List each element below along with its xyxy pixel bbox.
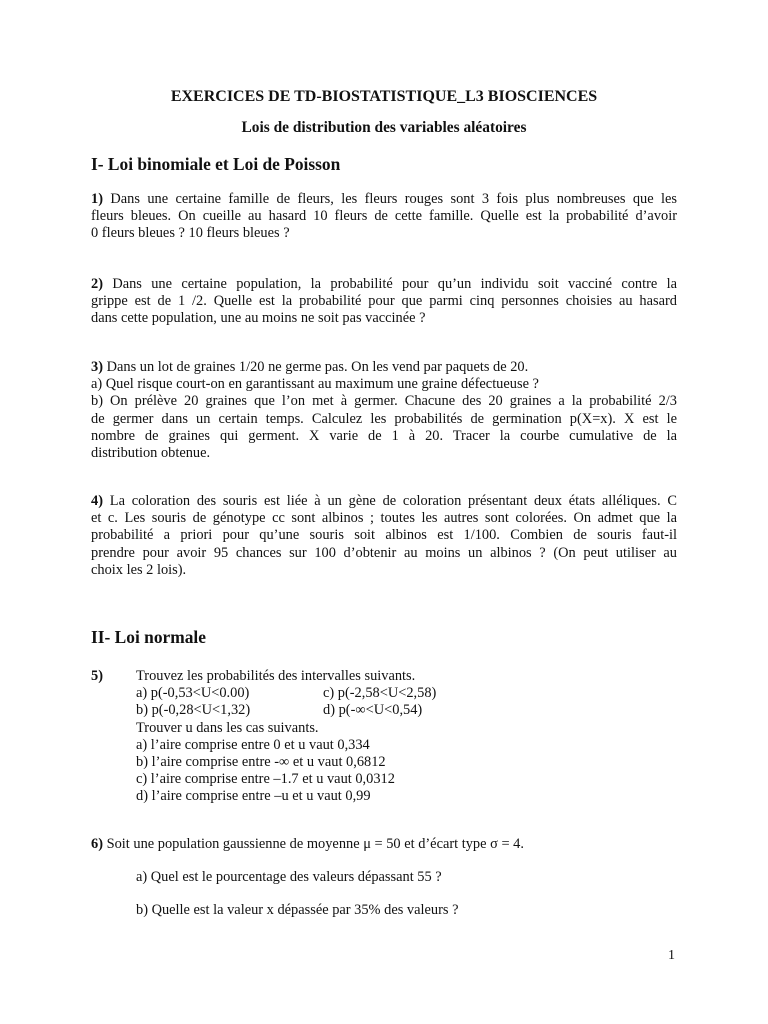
- exercise-line: La coloration des souris est liée à un gène de coloration présentant deux états alléliques. C: [109, 493, 677, 509]
- exercise-line: b) On prélève 20 graines que l’on met à germer. Chacune des 20 graines a la probabilité 2/3: [91, 393, 677, 410]
- exercise-line: grippe est de 1 /2. Quelle est la probabilité pour que parmi cinq personnes choisies au hasard: [91, 293, 677, 310]
- area-item: b) l’aire comprise entre -∞ et u vaut 0,6812: [136, 754, 386, 771]
- exercise-line: fleurs bleues. On cueille au hasard 10 fleurs de cette famille. Quelle est la probabilité d’avoir: [91, 208, 677, 225]
- exercise-number: 4): [91, 493, 103, 509]
- exercise-number: 6): [91, 836, 103, 852]
- area-item: c) l’aire comprise entre –1.7 et u vaut 0,0312: [136, 771, 395, 788]
- exercise-line: 0 fleurs bleues ? 10 fleurs bleues ?: [91, 225, 290, 242]
- interval-item: a) p(-0,53<U<0.00): [136, 685, 250, 702]
- exercise-line: choix les 2 lois).: [91, 561, 187, 578]
- exercise-line: Soit une population gaussienne de moyenne μ = 50 et d’écart type σ = 4.: [106, 836, 524, 852]
- interval-item: b) p(-0,28<U<1,32): [136, 702, 251, 719]
- sub-question: b) Quelle est la valeur x dépassée par 35% des valeurs ?: [136, 902, 459, 919]
- exercise-line: Dans une certaine population, la probabilité pour qu’un individu soit vacciné contre la: [112, 276, 677, 292]
- exercise-number: 3): [91, 359, 103, 375]
- exercise-line: dans cette population, une au moins ne soit pas vaccinée ?: [91, 310, 426, 327]
- exercise-line: distribution obtenue.: [91, 445, 211, 462]
- interval-item: d) p(-∞<U<0,54): [323, 702, 423, 719]
- area-item: a) l’aire comprise entre 0 et u vaut 0,334: [136, 736, 370, 753]
- exercise-number: 5): [91, 668, 103, 684]
- section-heading-binomial-poisson: I- Loi binomiale et Loi de Poisson: [91, 154, 341, 174]
- exercise-line: probabilité a priori pour qu’une souris soit albinos est 1/100. Combien de souris faut-il: [91, 527, 677, 544]
- document-title: EXERCICES DE TD-BIOSTATISTIQUE_L3 BIOSCIENCES: [170, 88, 598, 105]
- exercise-line: et c. Les souris de génotype cc sont albinos ; toutes les autres sont colorées. On admet que la: [91, 510, 677, 527]
- exercise-1: [91, 191, 677, 243]
- exercise-intro: Trouver u dans les cas suivants.: [136, 719, 319, 736]
- exercise-5: [91, 668, 677, 806]
- sub-question: a) Quel est le pourcentage des valeurs dépassant 55 ?: [136, 869, 442, 886]
- area-item: d) l’aire comprise entre –u et u vaut 0,99: [136, 788, 371, 805]
- exercise-line: de germer dans un certain temps. Calculez les probabilités de germination p(X=x). X est le: [91, 410, 677, 427]
- exercise-line: prendre pour avoir 95 chances sur 100 d’obtenir au moins un albinos ? (On peut utiliser au: [91, 544, 677, 561]
- exercise-6: [91, 836, 677, 920]
- exercise-line: nombre de graines qui germent. X varie de 1 à 20. Tracer la courbe cumulative de la: [91, 427, 677, 444]
- exercise-intro: Trouvez les probabilités des intervalles suivants.: [136, 668, 416, 684]
- exercise-4: [91, 493, 677, 579]
- section-heading-normal-law: II- Loi normale: [91, 627, 206, 647]
- page-number: 1: [668, 948, 675, 963]
- document-subtitle: Lois de distribution des variables aléatoires: [241, 119, 527, 136]
- exercise-line: Dans une certaine famille de fleurs, les fleurs rouges sont 3 fois plus nombreuses que les: [110, 191, 677, 207]
- interval-item: c) p(-2,58<U<2,58): [323, 685, 437, 702]
- exercise-number: 1): [91, 191, 103, 207]
- exercise-number: 2): [91, 276, 103, 292]
- exercise-2: [91, 276, 677, 328]
- exercise-line: Dans un lot de graines 1/20 ne germe pas. On les vend par paquets de 20.: [106, 359, 529, 375]
- exercise-line: a) Quel risque court-on en garantissant au maximum une graine défectueuse ?: [91, 376, 539, 393]
- exercise-3: [91, 359, 677, 462]
